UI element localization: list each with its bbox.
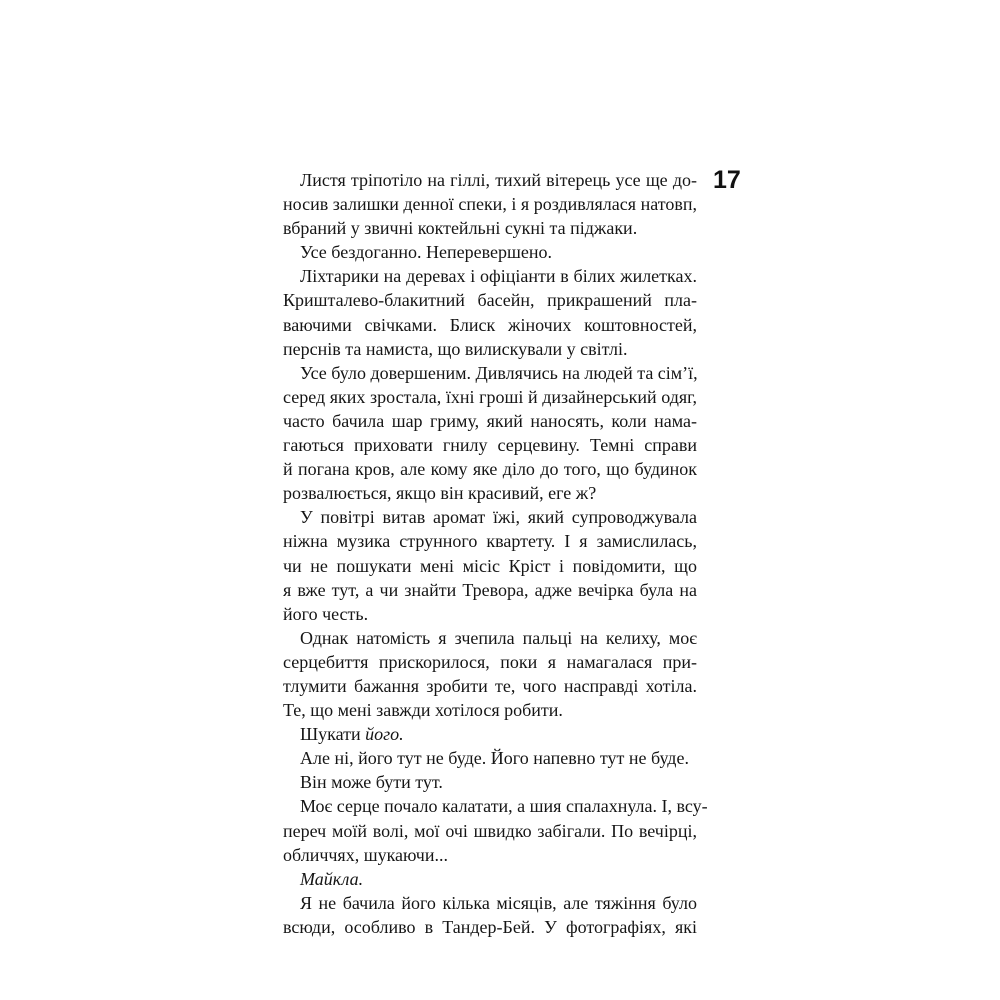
text-line <box>283 891 697 915</box>
text-line <box>283 843 697 867</box>
text-line <box>283 554 697 578</box>
text-line-content: Кришталево-блакитний басейн, прикрашений пла- <box>283 290 697 311</box>
text-line-content: носив залишки денної спеки, і я роздивлялася натовп, <box>283 194 697 215</box>
text-line-content: Однак натомість я зчепила пальці на келиху, моє <box>300 627 697 648</box>
text-line-content: У повітрі витав аромат їжі, який супроводжувала <box>300 507 697 528</box>
text-line <box>283 288 697 312</box>
text-line <box>283 313 697 337</box>
text-line-content: всюди, особливо в Тандер-Бей. У фотографіях, які <box>283 916 697 937</box>
text-line-content: розвалюється, якщо він красивий, еге ж? <box>283 483 597 504</box>
text-line-content: Шукати <box>300 724 366 745</box>
text-line <box>283 192 697 216</box>
text-line-content: часто бачила шар гриму, який наносять, коли нама- <box>283 410 697 431</box>
text-line <box>283 264 697 288</box>
text-line <box>283 770 697 794</box>
text-line-content: серцебиття прискорилося, поки я намагалася при- <box>283 651 697 672</box>
body-text <box>283 168 708 939</box>
text-line <box>283 722 697 746</box>
text-line-emphasis: його. <box>365 724 404 745</box>
text-line <box>283 578 697 602</box>
text-line-content: ваючими свічками. Блиск жіночих коштовностей, <box>283 314 697 335</box>
text-line <box>283 385 697 409</box>
text-line <box>283 337 697 361</box>
text-line <box>283 216 697 240</box>
text-line <box>283 361 697 385</box>
text-line-content: ніжна музика струнного квартету. І я замислилась, <box>283 531 697 552</box>
text-line-content: серед яких зростала, їхні гроші й дизайнерський одяг, <box>283 386 697 407</box>
text-line-content: Те, що мені завжди хотілося робити. <box>283 700 563 721</box>
text-line <box>283 529 697 553</box>
text-line-content: його честь. <box>283 603 369 624</box>
text-line <box>283 481 697 505</box>
text-line <box>283 505 697 529</box>
text-line <box>283 819 697 843</box>
text-line-content: гаються приховати гнилу серцевину. Темні справи <box>283 435 697 456</box>
text-line-content: чи не пошукати мені місіс Кріст і повідомити, що <box>283 555 697 576</box>
text-line-content: Ліхтарики на деревах і офіціанти в білих жилетках. <box>300 266 697 287</box>
text-line-content: Але ні, його тут не буде. Його напевно тут не буде. <box>300 748 689 769</box>
text-line-content: обличчях, шукаючи... <box>283 844 448 865</box>
text-line <box>283 915 697 939</box>
text-line <box>283 746 697 770</box>
text-line <box>283 698 697 722</box>
text-line <box>283 794 708 818</box>
text-line-content: тлумити бажання зробити те, чого насправді хотіла. <box>283 675 697 696</box>
text-line <box>283 626 697 650</box>
text-line <box>283 650 697 674</box>
text-line-content: Усе бездоганно. Неперевершено. <box>300 242 552 263</box>
text-line-content: Моє серце почало калатати, а шия спалахнула. І, всу- <box>300 796 708 817</box>
text-line-content: Усе було довершеним. Дивлячись на людей та сім’ї, <box>300 362 698 383</box>
text-line <box>283 674 697 698</box>
text-line-content: перснів та намиста, що вилискували у світлі. <box>283 338 628 359</box>
page-number: 17 <box>713 166 741 194</box>
text-line <box>283 433 697 457</box>
text-line-content: Листя тріпотіло на гіллі, тихий вітерець усе ще до- <box>300 170 697 190</box>
text-line <box>283 409 697 433</box>
text-line <box>283 602 697 626</box>
text-line <box>283 240 697 264</box>
text-line-content: переч моїй волі, мої очі швидко забігали. По вечірці, <box>283 820 697 841</box>
text-line-content: Я не бачила його кілька місяців, але тяжіння було <box>300 892 697 913</box>
text-line-emphasis: Майкла. <box>300 868 364 889</box>
text-line <box>283 457 697 481</box>
text-line-content: я вже тут, а чи знайти Тревора, адже вечірка була на <box>283 579 697 600</box>
text-line-content: вбраний у звичні коктейльні сукні та піджаки. <box>283 218 638 239</box>
text-line <box>283 168 697 192</box>
text-line-content: й погана кров, але кому яке діло до того, що будинок <box>283 459 697 480</box>
text-line <box>283 867 697 891</box>
text-line-content: Він може бути тут. <box>300 772 443 793</box>
